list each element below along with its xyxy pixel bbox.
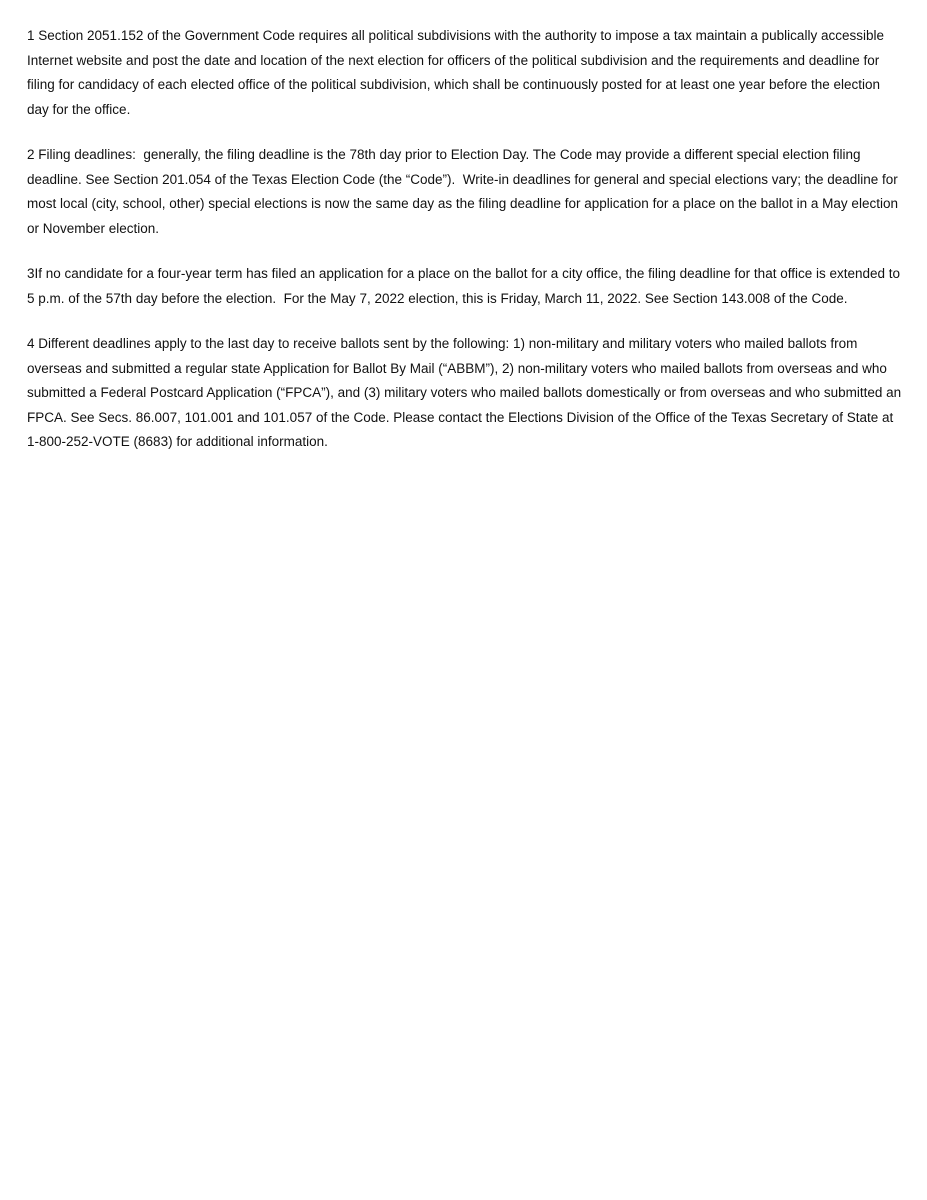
footnote-3: 3If no candidate for a four-year term has filed an application for a place on the ballot for a city office, the filing deadline for that office is extended to 5 p.m. of the 57th day before the election. For the May 7, 2022 election, this is Friday, March 11, 2022. See Section 143.008 of the Code. bbox=[27, 266, 904, 306]
footnote-4: 4 Different deadlines apply to the last day to receive ballots sent by the following: 1) non-military and military voters who mailed ballots from overseas and submitted a regular state Application for Ballot By Mail (“ABBM”), 2) non-military voters who mailed ballots from overseas and who submitted a Federal Postcard Application (“FPCA”), and (3) military voters who mailed ballots domestically or from overseas and who submitted an FPCA. See Secs. 86.007, 101.001 and 101.057 of the Code. Please contact the Elections Division of the Office of the Texas Secretary of State at 1-800-252-VOTE (8683) for additional information. bbox=[27, 336, 905, 449]
footnote-2: 2 Filing deadlines: generally, the filing deadline is the 78th day prior to Election Day. The Code may provide a different special election filing deadline. See Section 201.054 of the Texas Election Code (the “Code”). Write-in deadlines for general and special elections vary; the deadline for most local (city, school, other) special elections is now the same day as the filing deadline for application for a place on the ballot in a May election or November election. bbox=[27, 147, 902, 236]
footnote-1: 1 Section 2051.152 of the Government Code requires all political subdivisions with the authority to impose a tax maintain a publically accessible Internet website and post the date and location of the next election for officers of the political subdivision and the requirements and deadline for filing for candidacy of each elected office of the political subdivision, which shall be continuously posted for at least one year before the election day for the office. bbox=[27, 28, 888, 117]
footnotes-page bbox=[27, 24, 905, 476]
